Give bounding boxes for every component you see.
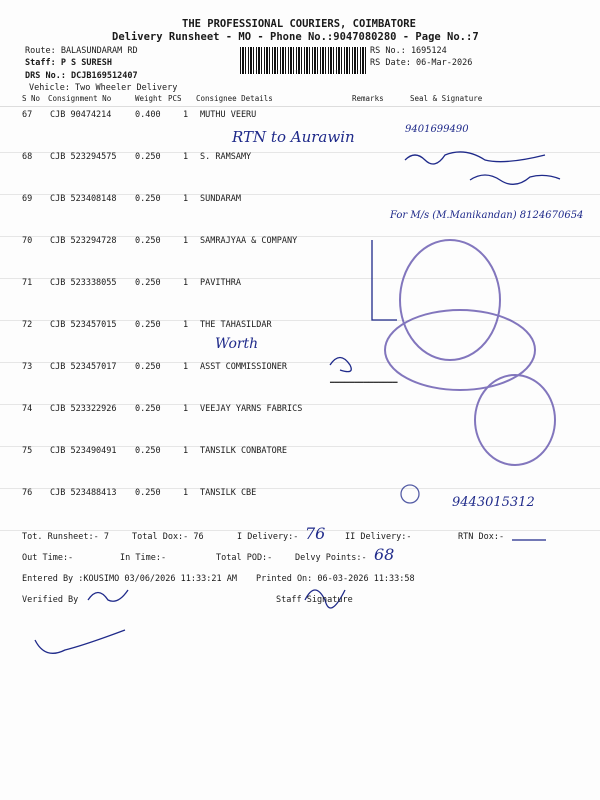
cell-pcs: 1: [183, 278, 189, 288]
col-remarks: Remarks: [352, 94, 384, 103]
ii-delivery: II Delivery:-: [345, 532, 412, 542]
cell-name: MUTHU VEERU: [200, 110, 257, 120]
cell-name: ASST COMMISSIONER: [200, 362, 287, 372]
cell-pcs: 1: [183, 362, 189, 372]
cell-sno: 74: [22, 404, 33, 414]
i-delivery-value: 76: [305, 524, 326, 543]
in-time: In Time:-: [120, 553, 167, 563]
cell-cno: CJB 523294728: [50, 236, 117, 246]
col-weight: Weight: [135, 94, 163, 103]
stamp-text: ━━━━━━━━━━━━━━: [330, 378, 398, 387]
col-consignment: Consignment No: [48, 94, 112, 103]
route: Route: BALASUNDARAM RD: [25, 46, 138, 56]
cell-cno: CJB 523338055: [50, 278, 117, 288]
cell-pcs: 1: [183, 320, 189, 330]
cell-cno: CJB 523457017: [50, 362, 117, 372]
cell-cno: CJB 523322926: [50, 404, 117, 414]
cell-wt: 0.250: [135, 236, 161, 246]
cell-sno: 76: [22, 488, 33, 498]
cell-pcs: 1: [183, 236, 189, 246]
cell-cno: CJB 523457015: [50, 320, 117, 330]
cell-name: VEEJAY YARNS FABRICS: [200, 404, 303, 414]
handwritten-note: Worth: [215, 336, 259, 352]
cell-pcs: 1: [183, 446, 189, 456]
bracket-mark: [372, 240, 397, 320]
handwritten-phone: 9443015312: [452, 495, 535, 510]
rs-date: RS Date: 06-Mar-2026: [370, 58, 473, 68]
col-pcs: PCS: [168, 94, 182, 103]
cell-sno: 70: [22, 236, 33, 246]
col-consignee: Consignee Details: [196, 94, 273, 103]
verified-by: Verified By: [22, 595, 79, 605]
cell-pcs: 1: [183, 404, 189, 414]
cell-wt: 0.250: [135, 152, 161, 162]
cell-cno: CJB 523488413: [50, 488, 117, 498]
cell-cno: CJB 90474214: [50, 110, 112, 120]
cell-pcs: 1: [183, 488, 189, 498]
delvy-points: Delvy Points:-: [295, 553, 367, 563]
cell-sno: 69: [22, 194, 33, 204]
cell-name: THE TAHASILDAR: [200, 320, 272, 330]
seal-stamp-3: [475, 375, 555, 465]
vehicle: Vehicle: Two Wheeler Delivery: [29, 83, 178, 93]
entered-by: Entered By :KOUSIMO 03/06/2026 11:33:21 AM: [22, 574, 237, 584]
cell-wt: 0.250: [135, 194, 161, 204]
cell-sno: 72: [22, 320, 33, 330]
printed-on: Printed On: 06-03-2026 11:33:58: [256, 574, 415, 584]
cell-sno: 73: [22, 362, 33, 372]
handwritten-note: RTN to Aurawin: [232, 128, 355, 146]
seal-stamp-1: [400, 240, 500, 360]
cell-cno: CJB 523294575: [50, 152, 117, 162]
seal-stamp-2: [385, 310, 535, 390]
i-delivery: I Delivery:-: [237, 532, 299, 542]
total-dox: Total Dox:- 76: [132, 532, 204, 542]
cell-cno: CJB 523490491: [50, 446, 117, 456]
cell-name: PAVITHRA: [200, 278, 241, 288]
cell-sno: 75: [22, 446, 33, 456]
company-title: THE PROFESSIONAL COURIERS, COIMBATORE: [182, 18, 416, 30]
delvy-points-value: 68: [374, 545, 395, 564]
cell-wt: 0.250: [135, 446, 161, 456]
cell-wt: 0.400: [135, 110, 161, 120]
cell-wt: 0.250: [135, 488, 161, 498]
signature-68: [405, 152, 545, 164]
cell-sno: 68: [22, 152, 33, 162]
rs-no: RS No.: 1695124: [370, 46, 447, 56]
cell-wt: 0.250: [135, 320, 161, 330]
runsheet-subtitle: Delivery Runsheet - MO - Phone No.:9047080280 - Page No.:7: [112, 31, 479, 43]
cell-pcs: 1: [183, 110, 189, 120]
drs-no: DRS No.: DCJB169512407: [25, 71, 138, 81]
handwritten-phone: 9401699490: [405, 124, 469, 135]
verifier-signature: [35, 630, 125, 653]
cell-wt: 0.250: [135, 278, 161, 288]
cell-wt: 0.250: [135, 404, 161, 414]
cell-name: S. RAMSAMY: [200, 152, 252, 162]
total-pod: Total POD:-: [216, 553, 273, 563]
staff: Staff: P S SURESH: [25, 58, 112, 68]
handwritten-note: For M/s (M.Manikandan) 8124670654: [390, 210, 584, 221]
cell-pcs: 1: [183, 194, 189, 204]
cell-name: SUNDARAM: [200, 194, 241, 204]
cell-cno: CJB 523408148: [50, 194, 117, 204]
total-runsheet: Tot. Runsheet:- 7: [22, 532, 109, 542]
cell-name: SAMRAJYAA & COMPANY: [200, 236, 298, 246]
cell-sno: 71: [22, 278, 33, 288]
rtn-dox: RTN Dox:-: [458, 532, 505, 542]
cell-pcs: 1: [183, 152, 189, 162]
staff-signature-label: Staff Signature: [276, 595, 353, 605]
col-sno: S No: [22, 94, 41, 103]
col-seal: Seal & Signature: [410, 94, 483, 103]
cell-name: TANSILK CBE: [200, 488, 257, 498]
cell-name: TANSILK CONBATORE: [200, 446, 287, 456]
out-time: Out Time:-: [22, 553, 74, 563]
cell-sno: 67: [22, 110, 33, 120]
cell-wt: 0.250: [135, 362, 161, 372]
